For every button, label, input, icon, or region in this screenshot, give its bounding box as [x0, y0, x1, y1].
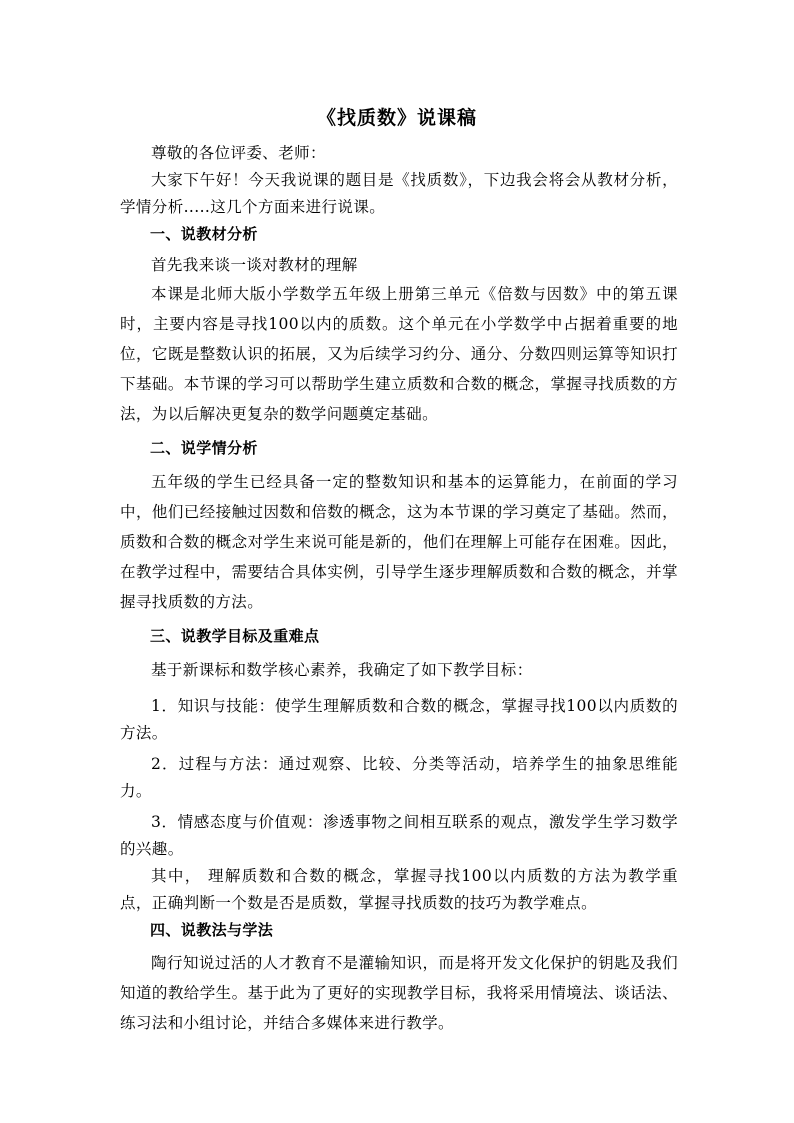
intro-paragraph: 大家下午好！今天我说课的题目是《找质数》，下边我会将会从教材分析，学情分析.....这几个方面来进行说课。	[120, 171, 678, 216]
section-heading-methods: 四、说教法与学法	[150, 921, 274, 939]
section2-body: 五年级的学生已经具备一定的整数知识和基本的运算能力，在前面的学习中，他们已经接触过因数和倍数的概念，这为本节课的学习奠定了基础。然而，质数和合数的概念对学生来说可能是新的，他们在理解上可能存在困难。因此，在教学过程中，需要结合具体实例，引导学生逐步理解质数和合数的概念，并掌握寻找质数的方法。	[120, 473, 678, 611]
objective-process: 2．过程与方法：通过观察、比较、分类等活动，培养学生的抽象思维能力。	[120, 755, 678, 800]
page-title: 《找质数》说课稿	[316, 107, 477, 129]
objective-attitude: 3．情感态度与价值观：渗透事物之间相互联系的观点，激发学生学习数学的兴趣。	[120, 813, 678, 858]
section4-body: 陶行知说过活的人才教育不是灌输知识，而是将开发文化保护的钥匙及我们知道的教给学生。基于此为了更好的实现教学目标，我将采用情境法、谈话法、练习法和小组讨论，并结合多媒体来进行教学。	[120, 954, 678, 1032]
section-heading-textbook-analysis: 一、说教材分析	[150, 225, 258, 243]
section-heading-student-analysis: 二、说学情分析	[150, 439, 258, 457]
section1-lead: 首先我来谈一谈对教材的理解	[151, 256, 358, 274]
document-body	[120, 140, 678, 1038]
section-heading-objectives: 三、说教学目标及重难点	[150, 627, 320, 645]
section3-lead: 基于新课标和数学核心素养，我确定了如下教学目标：	[151, 661, 533, 679]
section1-body: 本课是北师大版小学数学五年级上册第三单元《倍数与因数》中的第五课时，主要内容是寻找100以内的质数。这个单元在小学数学中占据着重要的地位，它既是整数认识的拓展，又为后续学习约分、通分、分数四则运算等知识打下基础。本节课的学习可以帮助学生建立质数和合数的概念，掌握寻找质数的方法，为以后解决更复杂的数学问题奠定基础。	[120, 285, 678, 423]
objective-knowledge: 1．知识与技能：使学生理解质数和合数的概念，掌握寻找100以内质数的方法。	[120, 697, 678, 742]
greeting: 尊敬的各位评委、老师：	[151, 144, 326, 162]
key-difficult-points: 其中， 理解质数和合数的概念，掌握寻找100以内质数的方法为教学重点，正确判断一个数是否是质数，掌握寻找质数的技巧为教学难点。	[120, 867, 678, 912]
